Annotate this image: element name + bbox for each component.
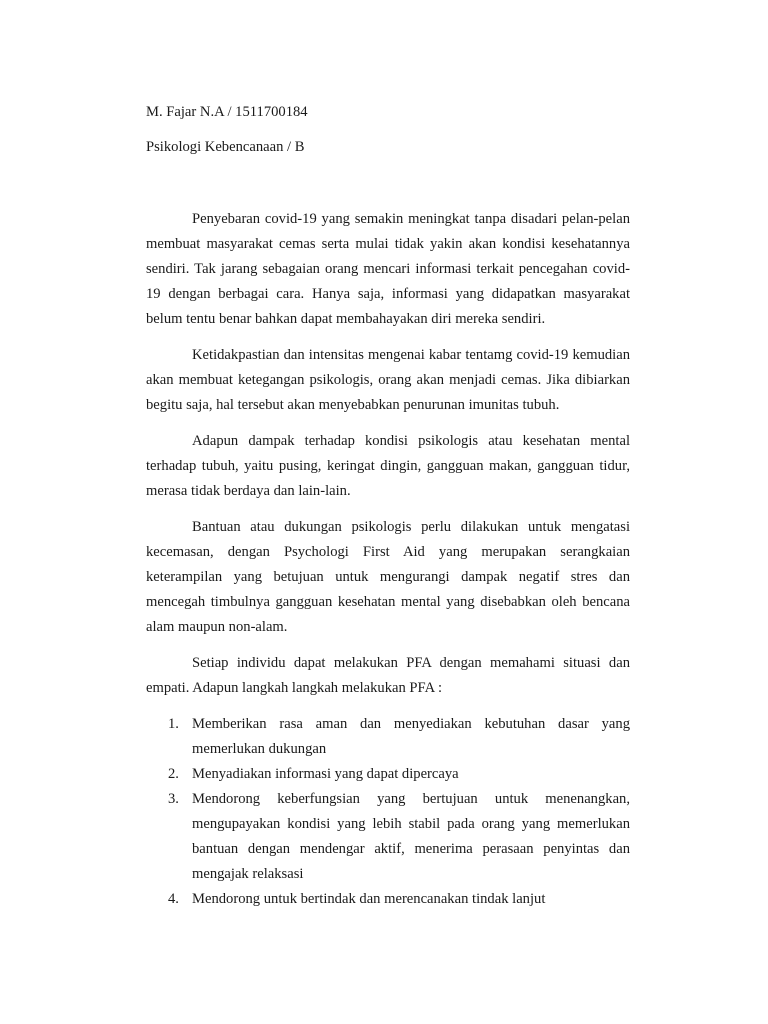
paragraph-pfa-intro: Setiap individu dapat melakukan PFA dengan memahami situasi dan empati. Adapun langkah langkah melakukan PFA : <box>146 655 630 696</box>
list-number: 1. <box>168 716 179 732</box>
list-item <box>146 887 630 912</box>
list-number: 4. <box>168 891 179 907</box>
list-item <box>146 762 630 787</box>
list-text: Menyadiakan informasi yang dapat dipercaya <box>192 766 459 782</box>
list-text: Memberikan rasa aman dan menyediakan kebutuhan dasar yang memerlukan dukungan <box>192 716 630 757</box>
list-number: 2. <box>168 766 179 782</box>
paragraph-impact: Adapun dampak terhadap kondisi psikologis atau kesehatan mental terhadap tubuh, yaitu pusing, keringat dingin, gangguan makan, gangguan tidur, merasa tidak berdaya dan lain-lain. <box>146 433 630 499</box>
paragraph-psychological-support: Bantuan atau dukungan psikologis perlu dilakukan untuk mengatasi kecemasan, dengan Psychologi First Aid yang merupakan serangkaian keterampilan yang betujuan untuk mengurangi dampak negatif stres dan mencegah timbulnya gangguan kesehatan mental yang disebabkan oleh bencana alam maupun non-alam. <box>146 519 630 635</box>
paragraph-covid-spread: Penyebaran covid-19 yang semakin meningkat tanpa disadari pelan-pelan membuat masyarakat cemas serta mulai tidak yakin akan kondisi kesehatannya sendiri. Tak jarang sebagaian orang mencari informasi terkait pencegahan covid-19 dengan berbagai cara. Hanya saja, informasi yang didapatkan masyarakat belum tentu benar bahkan dapat membahayakan diri mereka sendiri. <box>146 211 630 327</box>
author-line: M. Fajar N.A / 1511700184 <box>146 104 308 120</box>
list-text: Mendorong untuk bertindak dan merencanakan tindak lanjut <box>192 891 546 907</box>
paragraph-uncertainty: Ketidakpastian dan intensitas mengenai kabar tentamg covid-19 kemudian akan membuat ketegangan psikologis, orang akan menjadi cemas. Jika dibiarkan begitu saja, hal tersebut akan menyebabkan penurunan imunitas tubuh. <box>146 347 630 413</box>
course-line: Psikologi Kebencanaan / B <box>146 139 305 155</box>
pfa-steps-list <box>146 712 630 912</box>
list-item <box>146 787 630 887</box>
list-item <box>146 712 630 762</box>
list-text: Mendorong keberfungsian yang bertujuan untuk menenangkan, mengupayakan kondisi yang lebih stabil pada orang yang memerlukan bantuan dengan mendengar aktif, menerima perasaan penyintas dan mengajak relaksasi <box>192 791 630 882</box>
document-body <box>146 207 630 912</box>
list-number: 3. <box>168 791 179 807</box>
